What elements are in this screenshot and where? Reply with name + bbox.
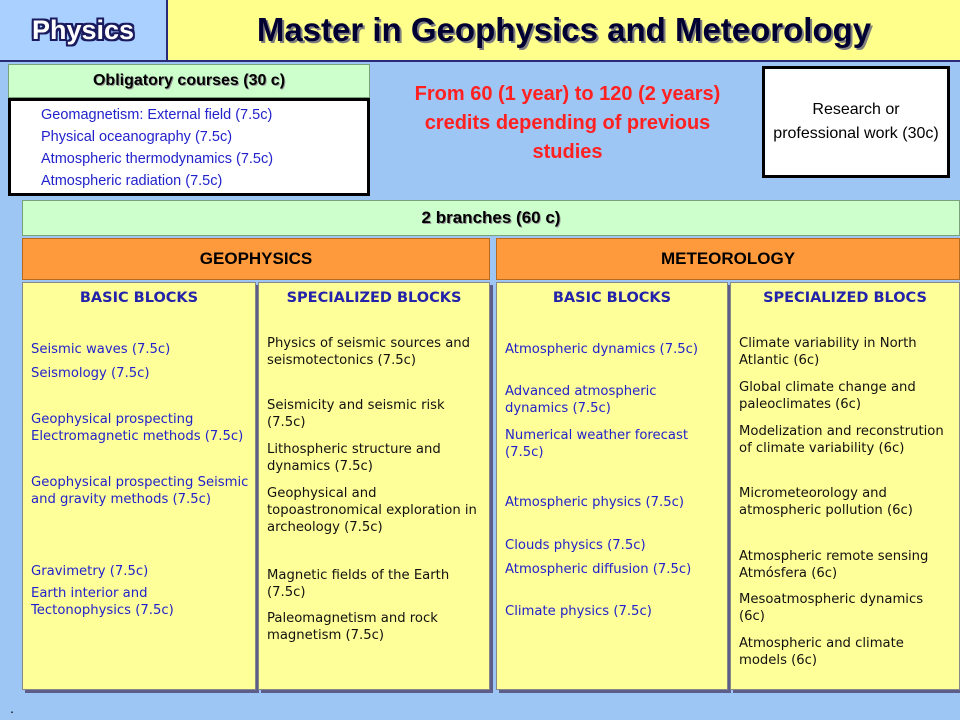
list-item: Geophysical prospecting Electromagnetic methods (7.5c) (31, 412, 244, 444)
research-box (762, 66, 950, 178)
list-item: Paleomagnetism and rock magnetism (7.5c) (267, 611, 438, 643)
page-title: Master in Geophysics and Meteorology (256, 11, 872, 48)
list-item: Physical oceanography (7.5c) (41, 129, 233, 145)
list-item: Atmospheric and climate models (6c) (739, 636, 904, 668)
block-title: BASIC BLOCKS (79, 290, 199, 306)
credits-note: From 60 (1 year) to 120 (2 years) credits depending of previous studies (414, 83, 721, 163)
list-item: Atmospheric physics (7.5c) (505, 495, 685, 510)
obligatory-courses-list (8, 98, 370, 196)
geophysics-header: GEOPHYSICS (22, 238, 490, 280)
physics-tab[interactable] (0, 0, 168, 62)
meteorology-specialized-blocks (730, 282, 960, 690)
title-bar (166, 0, 960, 62)
list-item: Climate variability in North Atlantic (6c) (739, 336, 917, 368)
block-title: BASIC BLOCKS (552, 290, 672, 306)
list-item: Atmospheric radiation (7.5c) (41, 173, 223, 189)
footer-mark: . (10, 700, 14, 716)
list-item: Atmospheric diffusion (7.5c) (505, 562, 692, 577)
list-item: Atmospheric remote sensing Atmósfera (6c) (739, 549, 929, 581)
list-item: Global climate change and paleoclimates (6c) (739, 380, 916, 412)
list-item: Geophysical and topoastronomical exploration in archeology (7.5c) (267, 486, 477, 535)
list-item: Advanced atmospheric dynamics (7.5c) (505, 384, 657, 416)
list-item: Numerical weather forecast (7.5c) (505, 428, 689, 460)
list-item: Seismicity and seismic risk (7.5c) (267, 398, 445, 430)
branches-banner: 2 branches (60 c) (22, 200, 960, 236)
block-title: SPECIALIZED BLOCKS (286, 290, 462, 306)
list-item: Seismic waves (7.5c) (31, 342, 171, 357)
list-item: Earth interior and Tectonophysics (7.5c) (31, 586, 174, 618)
list-item: Geomagnetism: External field (7.5c) (41, 107, 273, 123)
list-item: Atmospheric dynamics (7.5c) (505, 342, 699, 357)
list-item: Atmospheric thermodynamics (7.5c) (41, 151, 274, 167)
geophysics-basic-blocks (22, 282, 256, 690)
block-title: SPECIALIZED BLOCS (763, 290, 927, 306)
geophysics-specialized-blocks (258, 282, 490, 690)
list-item: Seismology (7.5c) (31, 366, 150, 381)
physics-tab-label: Physics (31, 14, 135, 45)
list-item: Gravimetry (7.5c) (31, 564, 149, 579)
research-label: Research or professional work (30c) (773, 101, 939, 142)
list-item: Micrometeorology and atmospheric pollution (6c) (739, 486, 913, 518)
list-item: Geophysical prospecting Seismic and gravity methods (7.5c) (31, 475, 249, 507)
list-item: Clouds physics (7.5c) (505, 538, 646, 553)
meteorology-header: METEOROLOGY (496, 238, 960, 280)
list-item: Lithospheric structure and dynamics (7.5c) (267, 442, 441, 474)
list-item: Modelization and reconstrution of climate variability (6c) (739, 424, 944, 456)
list-item: Mesoatmospheric dynamics (6c) (739, 592, 924, 624)
list-item: Climate physics (7.5c) (505, 604, 652, 619)
meteorology-basic-blocks (496, 282, 728, 690)
obligatory-courses-header: Obligatory courses (30 c) (8, 64, 370, 98)
list-item: Physics of seismic sources and seismotectonics (7.5c) (267, 336, 471, 368)
list-item: Magnetic fields of the Earth (7.5c) (267, 568, 450, 600)
